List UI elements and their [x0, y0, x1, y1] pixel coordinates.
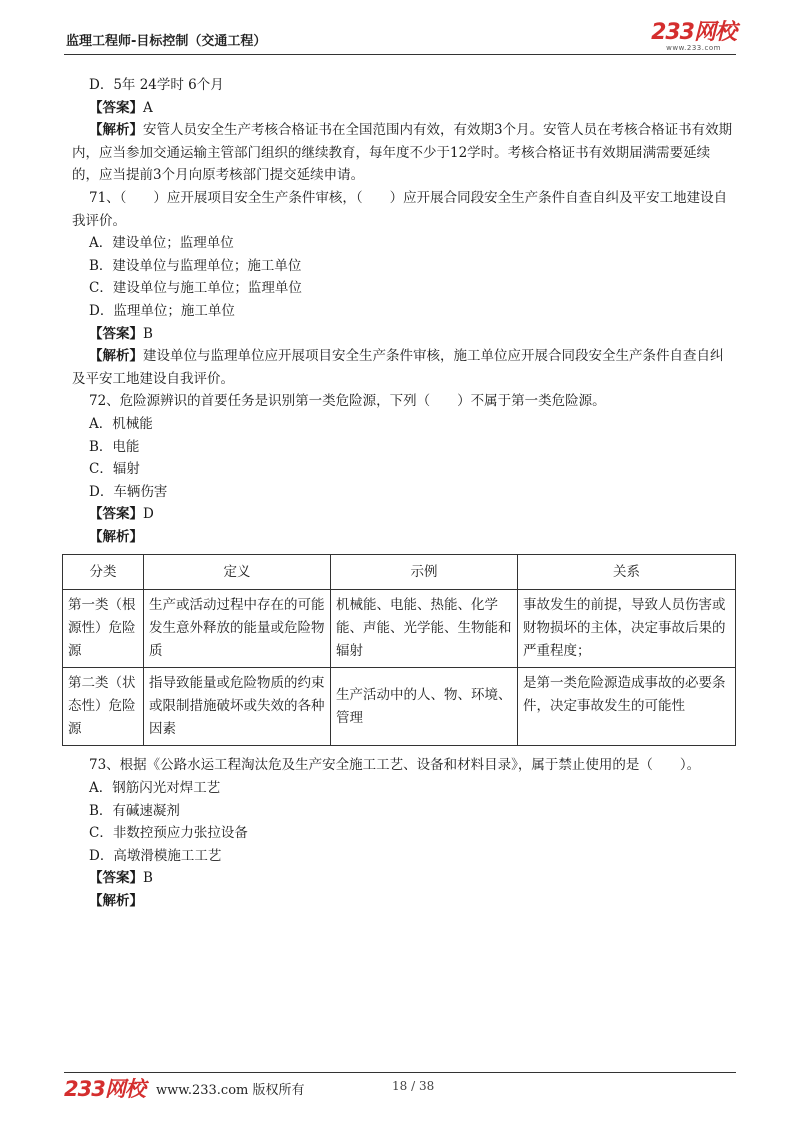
answer-line: [72, 503, 736, 526]
document-body: [68, 74, 736, 913]
footer-logo[interactable]: 233网校: [64, 1077, 145, 1101]
table-header-row: [63, 555, 736, 590]
question-stem: 73、根据《公路水运工程淘汰危及生产安全施工工艺、设备和材料目录》，属于禁止使用的是（ ）。: [89, 757, 701, 774]
analysis-paragraph: [72, 890, 736, 913]
table-cell: 是第一类危险源造成事故的必要条件，决定事故发生的可能性: [518, 668, 736, 746]
option-a: A．钢筋闪光对焊工艺: [89, 780, 221, 797]
option-d: D．高墩滑模施工工艺: [89, 847, 222, 864]
option-a: A．建设单位；监理单位: [89, 235, 234, 252]
answer-tag: 【答案】: [89, 506, 143, 523]
analysis-paragraph: [72, 345, 736, 390]
table-cell: 事故发生的前提，导致人员伤害或财物损坏的主体，决定事故后果的严重程度；: [518, 590, 736, 668]
analysis-paragraph: [72, 119, 736, 187]
analysis-text: 建设单位与监理单位应开展项目安全生产条件审核，施工单位应开展合同段安全生产条件自查自纠及平安工地建设自我评价。: [72, 348, 724, 387]
table-cell: 生产活动中的人、物、环境、管理: [331, 668, 518, 746]
option-b: B．建设单位与监理单位；施工单位: [89, 257, 302, 274]
logo-text: 233网校: [651, 20, 736, 45]
table-row: [63, 668, 736, 746]
analysis-text: 安管人员安全生产考核合格证书在全国范围内有效，有效期3个月。安管人员在考核合格证书有效期内，应当参加交通运输主管部门组织的继续教育，每年度不少于12学时。考核合格证书有效期届满需要延续的，应当提前3个月向原考核部门提交延续申请。: [72, 122, 733, 184]
table-cell: 第二类（状态性）危险源: [63, 668, 144, 746]
option-d: D．车辆伤害: [89, 483, 168, 500]
option-b: B．有碱速凝剂: [89, 802, 180, 819]
question-stem: 71、（ ）应开展项目安全生产条件审核，（ ）应开展合同段安全生产条件自查自纠及平安工地建设自我评价。: [72, 189, 728, 229]
option-d: D．5年 24学时 6个月: [89, 77, 224, 93]
option-a: A．机械能: [89, 415, 153, 432]
page-number: 18 / 38: [392, 1079, 435, 1093]
header-divider: [64, 54, 736, 55]
answer-value: B: [143, 870, 153, 887]
answer-line: [72, 323, 736, 346]
header-title: 监理工程师-目标控制（交通工程）: [66, 34, 267, 49]
table-header-cell: 分类: [63, 555, 144, 590]
question-stem: 72、危险源辨识的首要任务是识别第一类危险源，下列（ ）不属于第一类危险源。: [89, 393, 606, 410]
option-c: C．非数控预应力张拉设备: [89, 825, 248, 842]
answer-value: A: [143, 99, 153, 116]
answer-line: [72, 867, 736, 890]
footer-copyright: www.233.com 版权所有: [156, 1083, 305, 1098]
table-cell: 第一类（根源性）危险源: [63, 590, 144, 668]
answer-tag: 【答案】: [89, 870, 143, 887]
table-cell: 生产或活动过程中存在的可能发生意外释放的能量或危险物质: [144, 590, 331, 668]
analysis-paragraph: [72, 526, 736, 549]
table-header-cell: 关系: [518, 555, 736, 590]
answer-value: B: [143, 325, 153, 342]
table-header-cell: 定义: [144, 555, 331, 590]
table-row: [63, 590, 736, 668]
option-c: C．辐射: [89, 461, 140, 478]
footer-divider: [64, 1072, 736, 1073]
analysis-tag: 【解析】: [89, 122, 143, 139]
answer-line: [72, 97, 736, 120]
analysis-tag: 【解析】: [89, 528, 143, 545]
answer-tag: 【答案】: [89, 99, 143, 116]
answer-value: D: [143, 506, 154, 523]
option-b: B．电能: [89, 438, 140, 455]
hazard-table: [62, 554, 736, 746]
table-header-cell: 示例: [331, 555, 518, 590]
answer-tag: 【答案】: [89, 325, 143, 342]
option-d: D．监理单位；施工单位: [89, 302, 235, 319]
table-cell: 指导致能量或危险物质的约束或限制措施破坏或失效的各种因素: [144, 668, 331, 746]
logo-url: www.233.com: [666, 44, 721, 52]
page-header: [64, 22, 736, 52]
analysis-tag: 【解析】: [89, 348, 143, 365]
page-footer: [64, 1075, 736, 1105]
table-cell: 机械能、电能、热能、化学能、声能、光学能、生物能和辐射: [331, 590, 518, 668]
option-c: C．建设单位与施工单位；监理单位: [89, 280, 302, 297]
brand-logo[interactable]: [651, 22, 736, 52]
analysis-tag: 【解析】: [89, 893, 143, 910]
